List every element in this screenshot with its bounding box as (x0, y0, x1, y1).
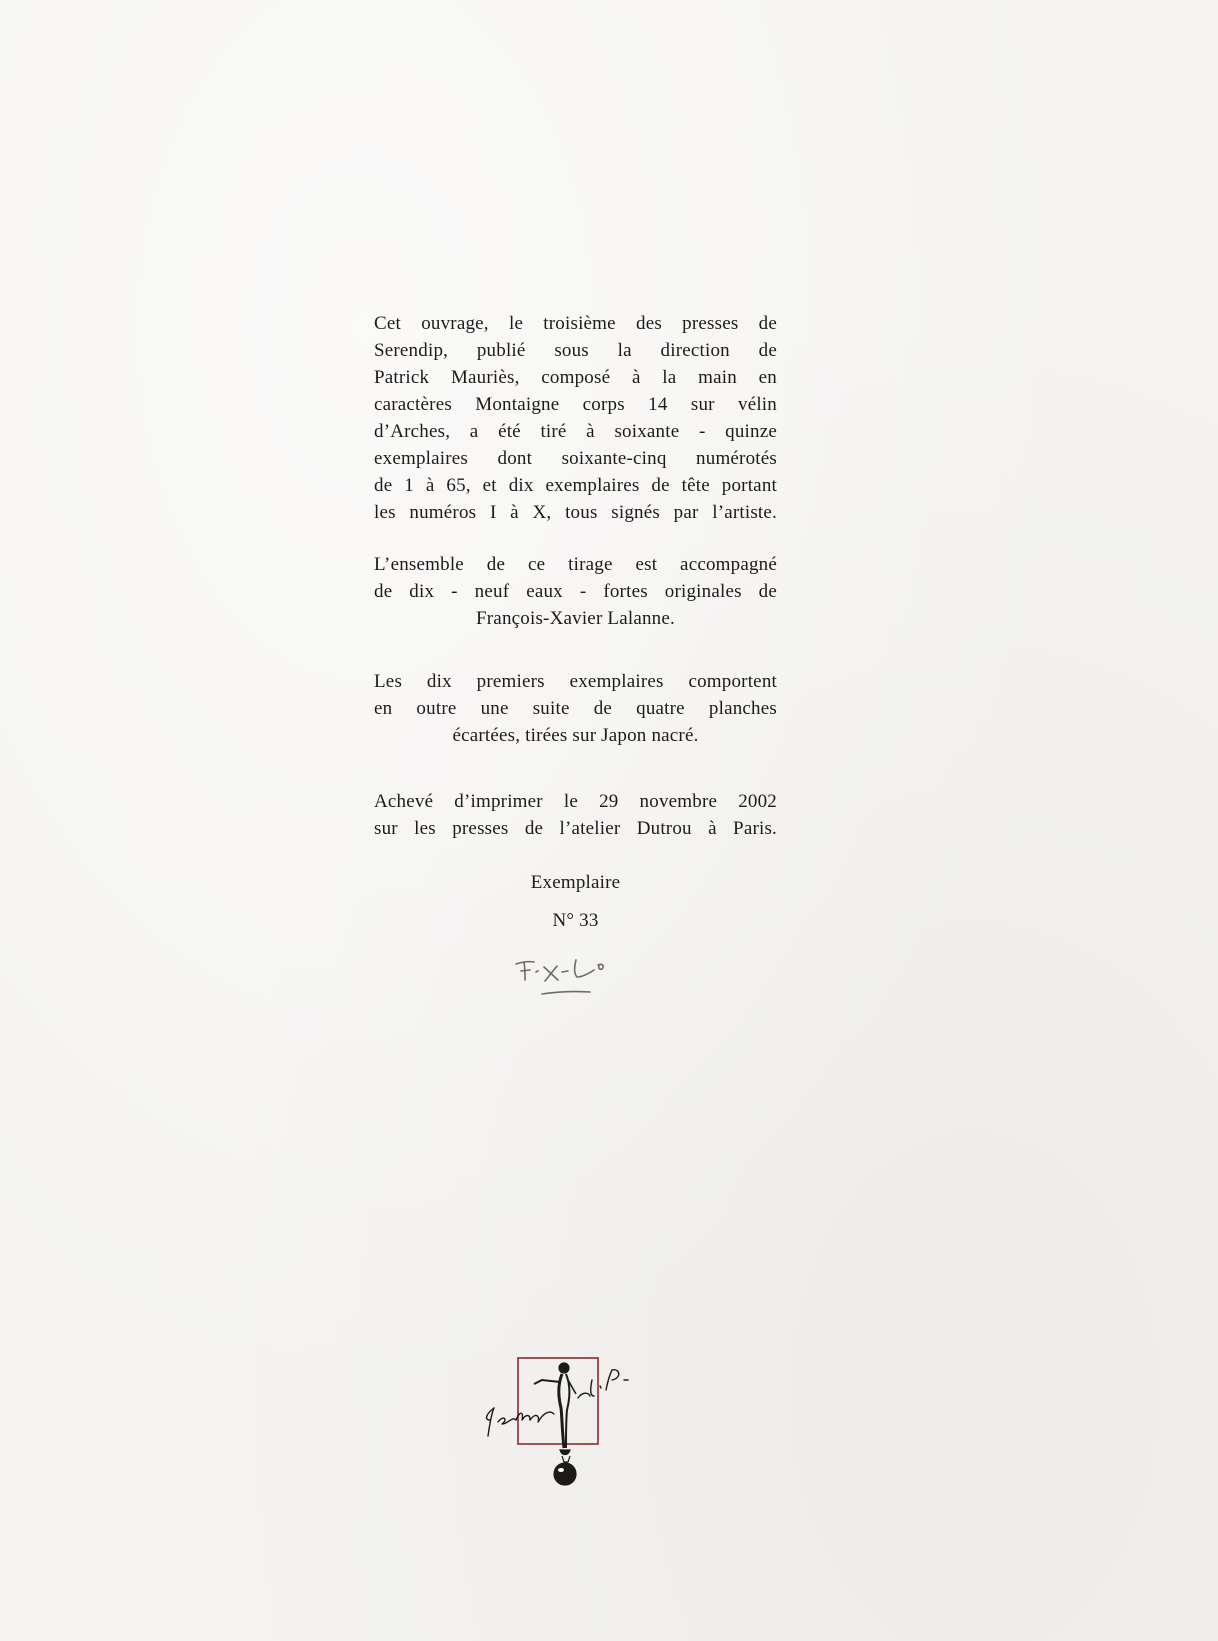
colophon (374, 310, 777, 934)
colophon-line: de dix - neuf eaux - fortes originales de (374, 581, 777, 602)
exemplaire-number: N° 33 (552, 910, 599, 931)
colophon-line: L’ensemble de ce tirage est accompagné (374, 554, 777, 575)
colophon-line: exemplaires dont soixante-cinq numérotés (374, 448, 777, 469)
colophon-line: d’Arches, a été tiré à soixante - quinze (374, 421, 777, 442)
colophon-line: écartées, tirées sur Japon nacré. (452, 725, 699, 746)
exemplaire-label: Exemplaire (530, 872, 621, 893)
colophon-line: en outre une suite de quatre planches (374, 698, 777, 719)
colophon-line: Achevé d’imprimer le 29 novembre 2002 (374, 791, 777, 812)
colophon-line: Cet ouvrage, le troisième des presses de (374, 313, 777, 334)
colophon-paragraph-etchings (374, 551, 777, 632)
colophon-paragraph-printing (374, 788, 777, 842)
colophon-line: Patrick Mauriès, composé à la main en (374, 367, 777, 388)
ink-signature (487, 1370, 628, 1436)
serendip-emblem (478, 1350, 678, 1500)
colophon-line: les numéros I à X, tous signés par l’artiste. (374, 502, 777, 523)
colophon-line: François-Xavier Lalanne. (476, 608, 675, 629)
colophon-paragraph-first-copies (374, 668, 777, 749)
colophon-line: sur les presses de l’atelier Dutrou à Paris. (374, 818, 777, 839)
pencil-signature-fxl (510, 950, 620, 1000)
colophon-line: Les dix premiers exemplaires comportent (374, 671, 777, 692)
colophon-line: de 1 à 65, et dix exemplaires de tête portant (374, 475, 777, 496)
colophon-line: caractères Montaigne corps 14 sur vélin (374, 394, 777, 415)
statuette-icon (534, 1363, 576, 1485)
colophon-paragraph-justification (374, 310, 777, 526)
colophon-line: Serendip, publié sous la direction de (374, 340, 777, 361)
